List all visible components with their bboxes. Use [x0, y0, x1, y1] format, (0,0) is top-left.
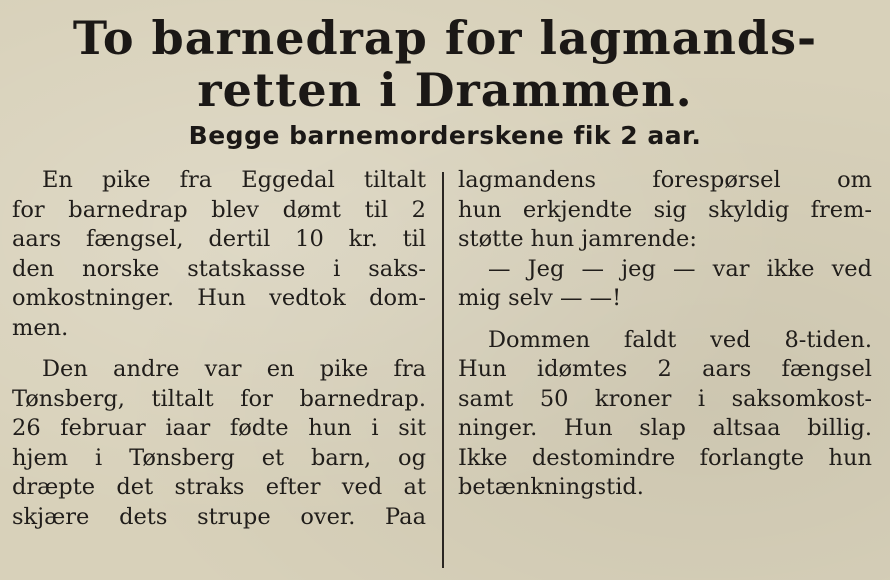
article-line: hun erkjendte sig skyldig frem- [458, 196, 872, 223]
article-line: skjære dets strupe over. Paa [12, 503, 426, 530]
article-line: 26 februar iaar fødte hun i sit [12, 415, 426, 441]
headline-line-1: To barnedrap for lagmands- [72, 11, 818, 65]
article-line: Ikke destomindre forlangte hun [458, 444, 872, 471]
article-line: for barnedrap blev dømt til 2 [12, 196, 426, 223]
article-line: men. [12, 314, 69, 341]
article-line: Tønsberg, tiltalt for barnedrap. [12, 385, 426, 412]
article-column-right [458, 166, 872, 503]
article-line: omkostninger. Hun vedtok dom- [12, 285, 426, 311]
article-line: En pike fra Eggedal tiltalt [42, 167, 426, 193]
article-line: — Jeg — jeg — var ikke ved [488, 255, 872, 282]
article-line: Den andre var en pike fra [42, 356, 426, 382]
column-divider [442, 172, 444, 568]
article-line: betænkningstid. [458, 474, 644, 500]
article-line: støtte hun jamrende: [458, 226, 697, 252]
paragraph-gap [458, 314, 872, 326]
article-line: mig selv — —! [458, 285, 622, 311]
subheadline: Begge barnemorderskene fik 2 aar. [188, 121, 702, 150]
paragraph-gap [12, 343, 426, 355]
article-line: aars fængsel, dertil 10 kr. til [12, 226, 426, 252]
article-line: den norske statskasse i saks- [12, 255, 426, 282]
article-line: Hun idømtes 2 aars fængsel [458, 356, 872, 382]
article-line: lagmandens forespørsel om [458, 167, 872, 193]
article-line: ninger. Hun slap altsaa billig. [458, 415, 872, 441]
article-line: samt 50 kroner i saksomkost- [458, 385, 872, 412]
article-line: hjem i Tønsberg et barn, og [12, 444, 426, 471]
article-line: Dommen faldt ved 8-tiden. [488, 326, 872, 353]
headline-line-2: retten i Drammen. [197, 63, 693, 117]
article-column-left [12, 166, 426, 532]
article-line: dræpte det straks efter ved at [12, 474, 426, 500]
